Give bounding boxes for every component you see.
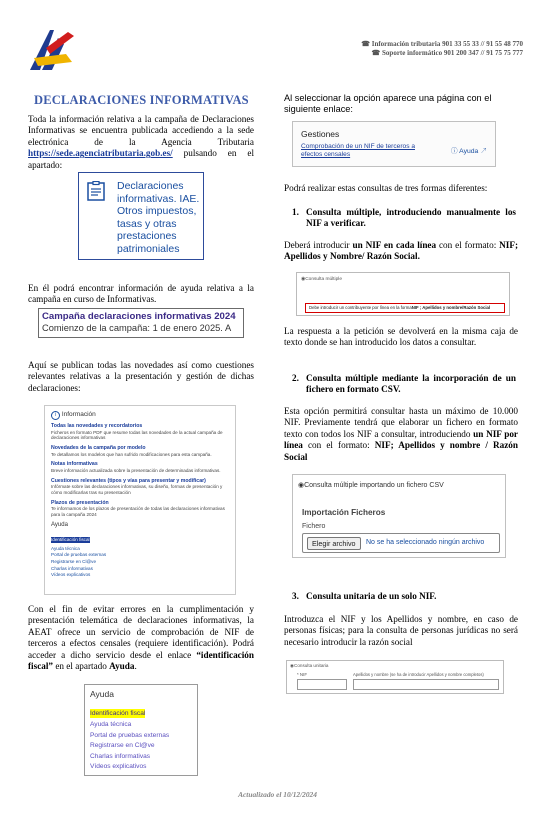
ayuda-mini-title: Ayuda — [51, 521, 68, 528]
campaign-title: Campaña declaraciones informativas 2024 — [42, 311, 236, 322]
radio-icon[interactable]: ◉ — [290, 663, 295, 668]
info-item-title[interactable]: Novedades de la campaña por modelo — [51, 445, 146, 452]
identificacion-fiscal-link[interactable]: “identificación fiscal” — [28, 649, 255, 672]
unit-name-input[interactable] — [353, 679, 499, 690]
info-item-title[interactable]: Plazos de presentación — [51, 499, 109, 506]
info-ayuda-item[interactable]: Registrarse en Cl@ve — [51, 559, 97, 565]
phone-icon: ☎ — [361, 40, 370, 48]
external-link-icon: ↗ — [480, 148, 487, 155]
csv-import-title: Importación Ficheros — [302, 508, 386, 517]
info-item — [51, 500, 229, 518]
radio-icon[interactable]: ◉ — [298, 482, 305, 489]
card-label: Declaraciones informativas. IAE. Otros impuestos, tasas y otras prestaciones patrimoniales — [117, 180, 200, 255]
gestiones-box — [292, 121, 496, 167]
ayuda-box — [84, 684, 198, 776]
unit-nif-label: * NIF — [297, 672, 308, 677]
info-item-desc: Te informamos de los plazos de presentación de todas las declaraciones informativas para la campaña 2024 — [51, 506, 225, 518]
help-paragraph: En él podrá encontrar información de ayuda relativa a la campaña en curso de Informativas. — [28, 283, 254, 305]
three-ways-paragraph: Podrá realizar estas consultas de tres formas diferentes: — [284, 183, 488, 193]
info-item — [51, 445, 229, 457]
aeat-logo — [28, 22, 78, 74]
ayuda-title: Ayuda — [90, 689, 114, 699]
csv-fichero-label: Fichero — [302, 523, 326, 530]
option-3-text: Introduzca el NIF y los Apellidos y nombre, en caso de personas físicas; para la consulta de personas jurídicas no será necesario introducir la razón social — [284, 614, 518, 647]
help-icon: ⓘ — [450, 148, 458, 155]
option-2-heading: 2. Consulta múltiple mediante la incorporación de un fichero en formato CSV. — [292, 373, 516, 395]
campaign-start: Comienzo de la campaña: 1 de enero 2025. A — [42, 323, 232, 333]
option-1-text: Deberá introducir un NIF en cada línea con el formato: NIF; Apellidos y Nombre/ Razón Social. — [284, 240, 519, 262]
no-file-text: No se ha seleccionado ningún archivo — [366, 539, 485, 546]
unit-name-label: Apellidos y nombre (se ha de introducir Apellidos y nombre completos) — [353, 672, 484, 677]
declaraciones-card[interactable] — [78, 172, 204, 260]
intro-paragraph: Toda la información relativa a la campaña de Declaraciones Informativas se encuentra publicada accediendo a la sede electrónica de la Agencia Tributaria https://sede.agenciatributaria.gob.es/ pulsando en el apartado: — [28, 114, 254, 170]
option-1-heading: 1. Consulta múltiple, introduciendo manualmente los NIF a verificar. — [292, 207, 516, 229]
info-ayuda-item[interactable]: Vídeos explicativos — [51, 572, 91, 578]
info-panel — [44, 405, 236, 595]
multi-consult-box — [296, 272, 510, 316]
info-item — [51, 423, 229, 441]
csv-box — [292, 474, 506, 558]
ayuda-item[interactable]: Identificación fiscal — [90, 710, 146, 717]
option-2-text: Esta opción permitirá consultar hasta un máximo de 10.000 NIF. Previamente tendrá que elaborar un fichero en formato texto con todos los NIF a consultar, introduciendo un NIF por línea con el formato: NIF; Apellidos y nombre / Razón Social — [284, 406, 518, 462]
gestiones-help[interactable]: ⓘ Ayuda ↗ — [450, 148, 487, 155]
ayuda-item[interactable]: Registrarse en Cl@ve — [90, 742, 155, 749]
info-heading: Información — [61, 411, 96, 418]
service-paragraph: Con el fin de evitar errores en la cumplimentación y presentación telemática de declaraciones informativas, la AEAT ofrece un servicio de comprobación de NIF de terceros a efectos censales (requiere identificación). Podrá acceder a dicho servicio desde el enlace “identificación fiscal” en el apartado Ayuda. — [28, 604, 255, 672]
csv-radio-label: Consulta múltiple importando un fichero CSV — [304, 482, 444, 489]
option-3-heading: 3. Consulta unitaria de un solo NIF. — [292, 591, 437, 601]
info-item-title[interactable]: Cuestiones relevantes (tipos y vías para presentar y modificar) — [51, 477, 206, 484]
info-ayuda-item[interactable]: Charlas informativas — [51, 565, 93, 571]
info-ayuda-item[interactable]: Portal de pruebas externas — [51, 552, 107, 558]
info-item-desc: Infórmate sobre las declaraciones informativas, su diseño, formas de presentación y cómo modificarlas tras su presentación — [51, 484, 223, 495]
novedades-paragraph: Aquí se publican todas las novedades así como cuestiones relevantes relativas a la presentación y gestión de dichas declaraciones: — [28, 360, 254, 393]
choose-file-button[interactable]: Elegir archivo — [307, 537, 361, 550]
comprobacion-nif-link[interactable]: Comprobación de un NIF de terceros a efectos censales — [301, 143, 415, 158]
unit-nif-input[interactable] — [297, 679, 347, 690]
info-icon: i — [51, 411, 60, 420]
select-paragraph: Al seleccionar la opción aparece una página con el siguiente enlace: — [284, 93, 492, 115]
info-ayuda-item[interactable]: Identificación fiscal — [51, 536, 90, 542]
info-item-title[interactable]: Notas informativas — [51, 461, 98, 468]
info-item-desc: Te detallamos los modelos que han sufrido modificaciones para esta campaña. — [51, 451, 212, 457]
campaign-box — [38, 308, 244, 338]
ayuda-item[interactable]: Charlas informativas — [90, 752, 151, 760]
info-item-title[interactable]: Todas las novedades y recordatorios — [51, 423, 143, 429]
info-item-desc: Ficheros en formato PDF que resume todas las novedades de la actual campaña de declaraciones informativas — [51, 429, 223, 441]
option-1-reply: La respuesta a la petición se devolverá en la misma caja de texto donde se han introducido los datos a consultar. — [284, 326, 518, 348]
unit-consult-box — [286, 660, 504, 694]
info-ayuda-item[interactable]: Ayuda técnica — [51, 545, 80, 551]
unit-radio-label: Consulta unitaria — [294, 663, 329, 668]
ayuda-item[interactable]: Portal de pruebas externas — [90, 731, 170, 739]
document-icon — [87, 181, 105, 206]
multi-radio-label: Consulta múltiple — [305, 277, 342, 282]
info-item-desc: Breve información actualizada sobre la presentación de determinadas informativas. — [51, 467, 221, 473]
ayuda-item[interactable]: Vídeos explicativos — [90, 763, 147, 770]
radio-icon[interactable]: ◉ — [301, 277, 306, 282]
footer-updated: Actualizado el 10/12/2024 — [238, 790, 317, 799]
contact-support: Soporte informático 901 200 347 // 91 75 75 777 — [382, 49, 523, 57]
gestiones-title: Gestiones — [301, 129, 340, 139]
sede-link[interactable]: https://sede.agenciatributaria.gob.es/ — [28, 148, 173, 159]
header-contact — [361, 40, 523, 58]
contact-info: Información tributaria 901 33 55 33 // 91 55 48 770 — [371, 40, 523, 48]
phone-icon: ☎ — [371, 49, 381, 57]
csv-file-input[interactable] — [302, 533, 500, 553]
ayuda-item[interactable]: Ayuda técnica — [90, 721, 132, 728]
multi-textarea[interactable]: Debe introducir un contribuyente por línea en la formaNIF ; Apellidos y nombre/Razón Social — [305, 303, 505, 313]
left-title: DECLARACIONES INFORMATIVAS — [34, 93, 249, 107]
info-item — [51, 478, 229, 496]
info-item — [51, 461, 229, 473]
